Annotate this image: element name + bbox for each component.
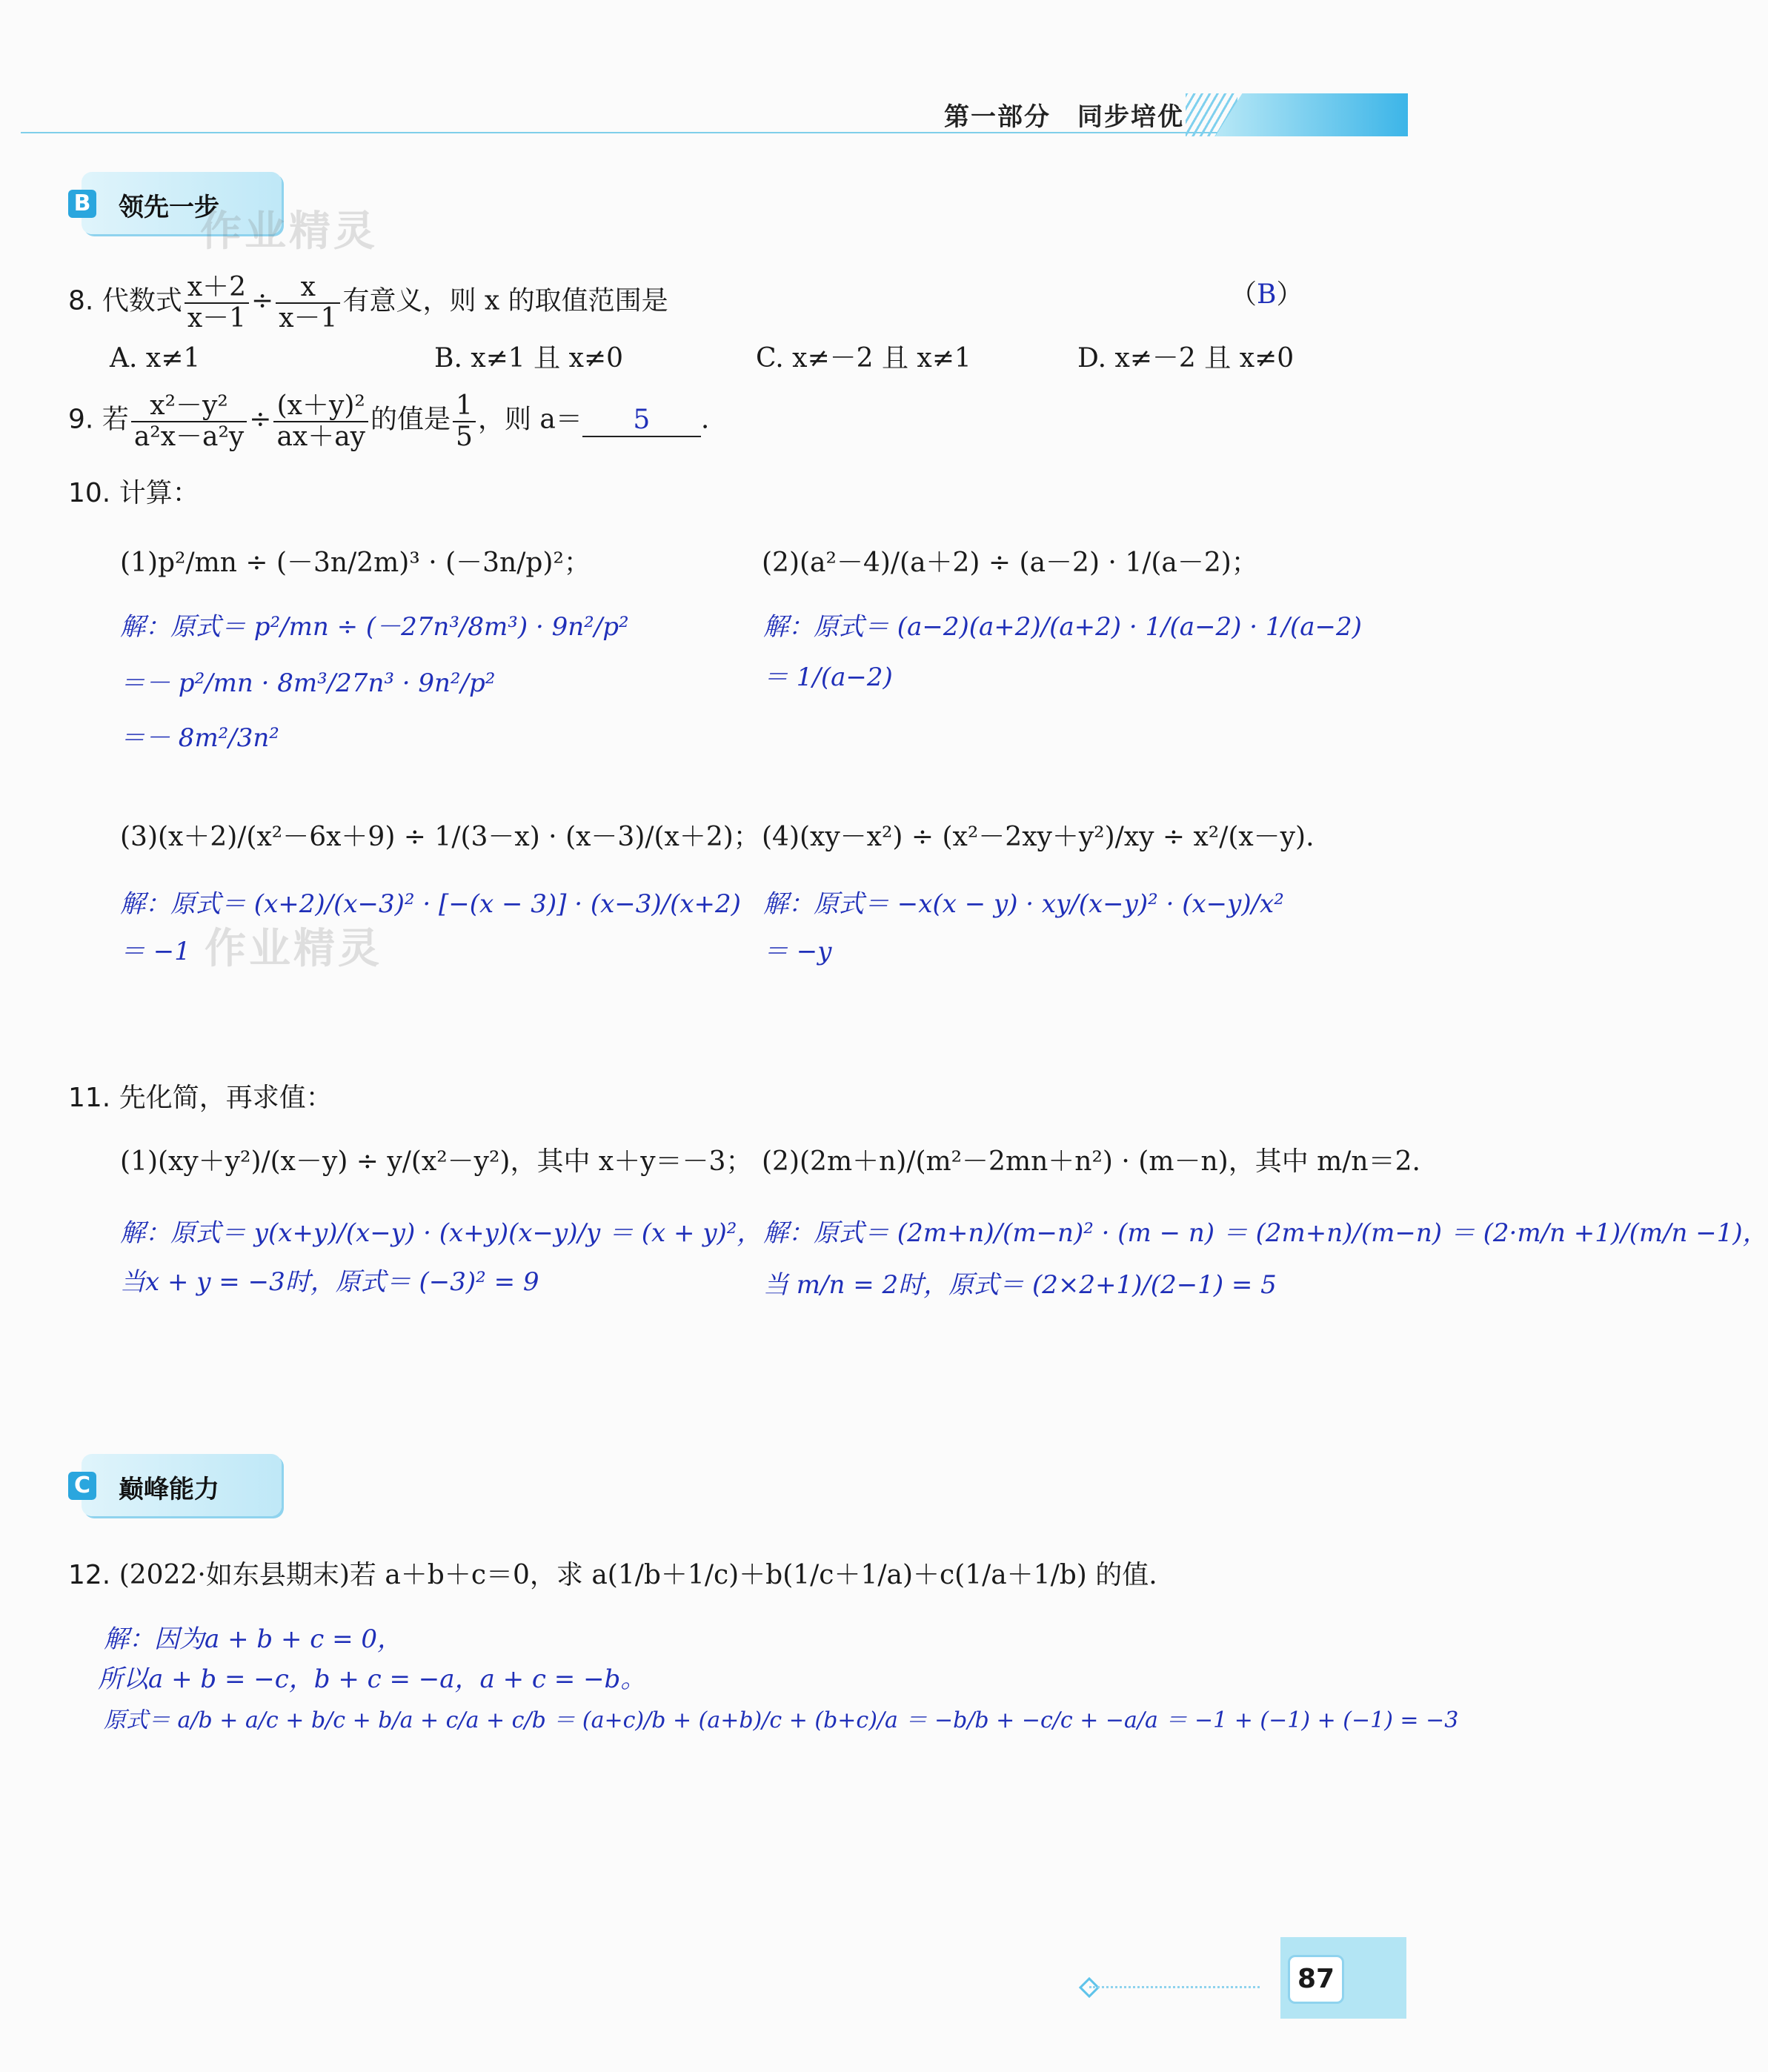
fraction: $\frac{\text{(x＋y)²}}{ax+ay}$ <box>273 391 368 451</box>
header-band <box>1215 93 1408 136</box>
question-lead: 代数式 <box>102 285 182 316</box>
page-number: 87 <box>1288 1955 1344 2004</box>
fraction: $\frac{x}{x-1}$ <box>276 273 340 333</box>
option-a: A. x≠1 <box>110 343 201 373</box>
fraction: $\frac{1}{5}$ <box>453 391 476 451</box>
q10-4-solution-line: 解：原式＝ −x(x − y) · xy/(x−y)² · (x−y)/x² <box>763 889 1284 919</box>
section-c-title: 巅峰能力 <box>119 1475 219 1504</box>
option-c: C. x≠－2 且 x≠1 <box>756 343 971 373</box>
q11-1-solution-line: 解：原式＝ y(x+y)/(x−y) · (x+y)(x−y)/y ＝ (x + y)²， <box>120 1218 762 1248</box>
option-b: B. x≠1 且 x≠0 <box>434 343 623 373</box>
q10-2-solution-line: ＝ 1/(a−2) <box>763 663 893 692</box>
question-10: 10. 计算： <box>68 478 199 508</box>
q10-1-solution-line: ＝－ 8m²/3n² <box>120 723 279 753</box>
q10-3-solution-line: ＝ −1 <box>120 937 190 966</box>
answer-choice: B <box>1257 279 1277 310</box>
q10-part-2: (2)(a²－4)/(a＋2) ÷ (a－2) · 1/(a－2)； <box>762 548 1258 578</box>
question-number: 8. <box>68 285 94 316</box>
q10-3-solution-line: 解：原式＝ (x+2)/(x−3)² · [−(x − 3)] · (x−3)/(x+2) <box>120 889 741 919</box>
q10-1-solution-line: 解：原式＝ p²/mn ÷ (－27n³/8m³) · 9n²/p² <box>120 612 629 642</box>
fraction: $\frac{\text{x²－y²}}{\text{a²x－a²y}}$ <box>131 391 247 451</box>
section-c-badge: C <box>68 1472 96 1500</box>
question-9: 9. 若 $\frac{\text{x²－y²}}{\text{a²x－a²y}}$ ÷ $\frac{\text{(x＋y)²}}{ax+ay}$ 的值是 $\frac{1}{5}$ ，则 a＝ 5 . <box>68 391 710 452</box>
q10-part-3: (3)(x＋2)/(x²－6x＋9) ÷ 1/(3－x) · (x－3)/(x＋2)； <box>120 822 760 852</box>
watermark: 作业精灵 <box>200 207 378 256</box>
answer-bracket: （B） <box>1230 279 1303 310</box>
fraction: $\frac{x+2}{x-1}$ <box>185 273 249 333</box>
q11-part-1: (1)(xy＋y²)/(x－y) ÷ y/(x²－y²)，其中 x＋y＝－3； <box>120 1146 753 1177</box>
header-title: 第一部分 同步培优 <box>944 102 1184 132</box>
q11-2-solution-line: 解：原式＝ (2m+n)/(m−n)² · (m − n) ＝ (2m+n)/(m−n) ＝ (2·m/n +1)/(m/n −1)， <box>763 1218 1768 1248</box>
q10-2-solution-line: 解：原式＝ (a−2)(a+2)/(a+2) · 1/(a−2) · 1/(a−2) <box>763 612 1362 642</box>
q10-4-solution-line: ＝ −y <box>763 937 832 966</box>
question-11: 11. 先化简，再求值： <box>68 1083 333 1113</box>
q11-part-2: (2)(2m＋n)/(m²－2mn＋n²) · (m－n)，其中 m/n＝2. <box>762 1146 1420 1177</box>
q10-1-solution-line: ＝－ p²/mn · 8m³/27n³ · 9n²/p² <box>120 668 496 698</box>
question-8: 8. 代数式 $\frac{x+2}{x-1}$ ÷ $\frac{x}{x-1}$ 有意义，则 x 的取值范围是 <box>68 272 668 333</box>
q12-solution-line: 所以a + b = −c，b + c = −a，a + c = −b。 <box>98 1664 646 1694</box>
section-b-title: 领先一步 <box>119 193 219 222</box>
q12-solution-line: 原式＝ a/b + a/c + b/c + b/a + c/a + c/b ＝ (a+c)/b + (a+b)/c + (b+c)/a ＝ −b/b + −c/c + −a/a ＝ −1 + (−1) + (−1) = −3 <box>104 1707 1459 1733</box>
answer-blank: 5 <box>582 404 701 437</box>
q12-solution-line: 解：因为a + b + c = 0， <box>104 1624 403 1654</box>
option-d: D. x≠－2 且 x≠0 <box>1077 343 1295 373</box>
question-12: 12. (2022·如东县期末)若 a＋b＋c＝0，求 a(1/b＋1/c)＋b(1/c＋1/a)＋c(1/a＋1/b) 的值. <box>68 1560 1157 1590</box>
watermark: 作业精灵 <box>205 925 382 973</box>
footer-dots <box>1089 1986 1260 1991</box>
question-tail: 有意义，则 x 的取值范围是 <box>342 285 668 316</box>
q10-part-4: (4)(xy－x²) ÷ (x²－2xy＋y²)/xy ÷ x²/(x－y). <box>762 822 1315 852</box>
q11-2-solution-line: 当 m/n = 2时，原式＝ (2×2+1)/(2−1) = 5 <box>763 1270 1277 1300</box>
q11-1-solution-line: 当x + y = −3时，原式＝ (−3)² = 9 <box>120 1267 539 1297</box>
section-b-badge: B <box>68 190 96 218</box>
q10-part-1: (1)p²/mn ÷ (－3n/2m)³ · (－3n/p)²； <box>120 548 591 578</box>
